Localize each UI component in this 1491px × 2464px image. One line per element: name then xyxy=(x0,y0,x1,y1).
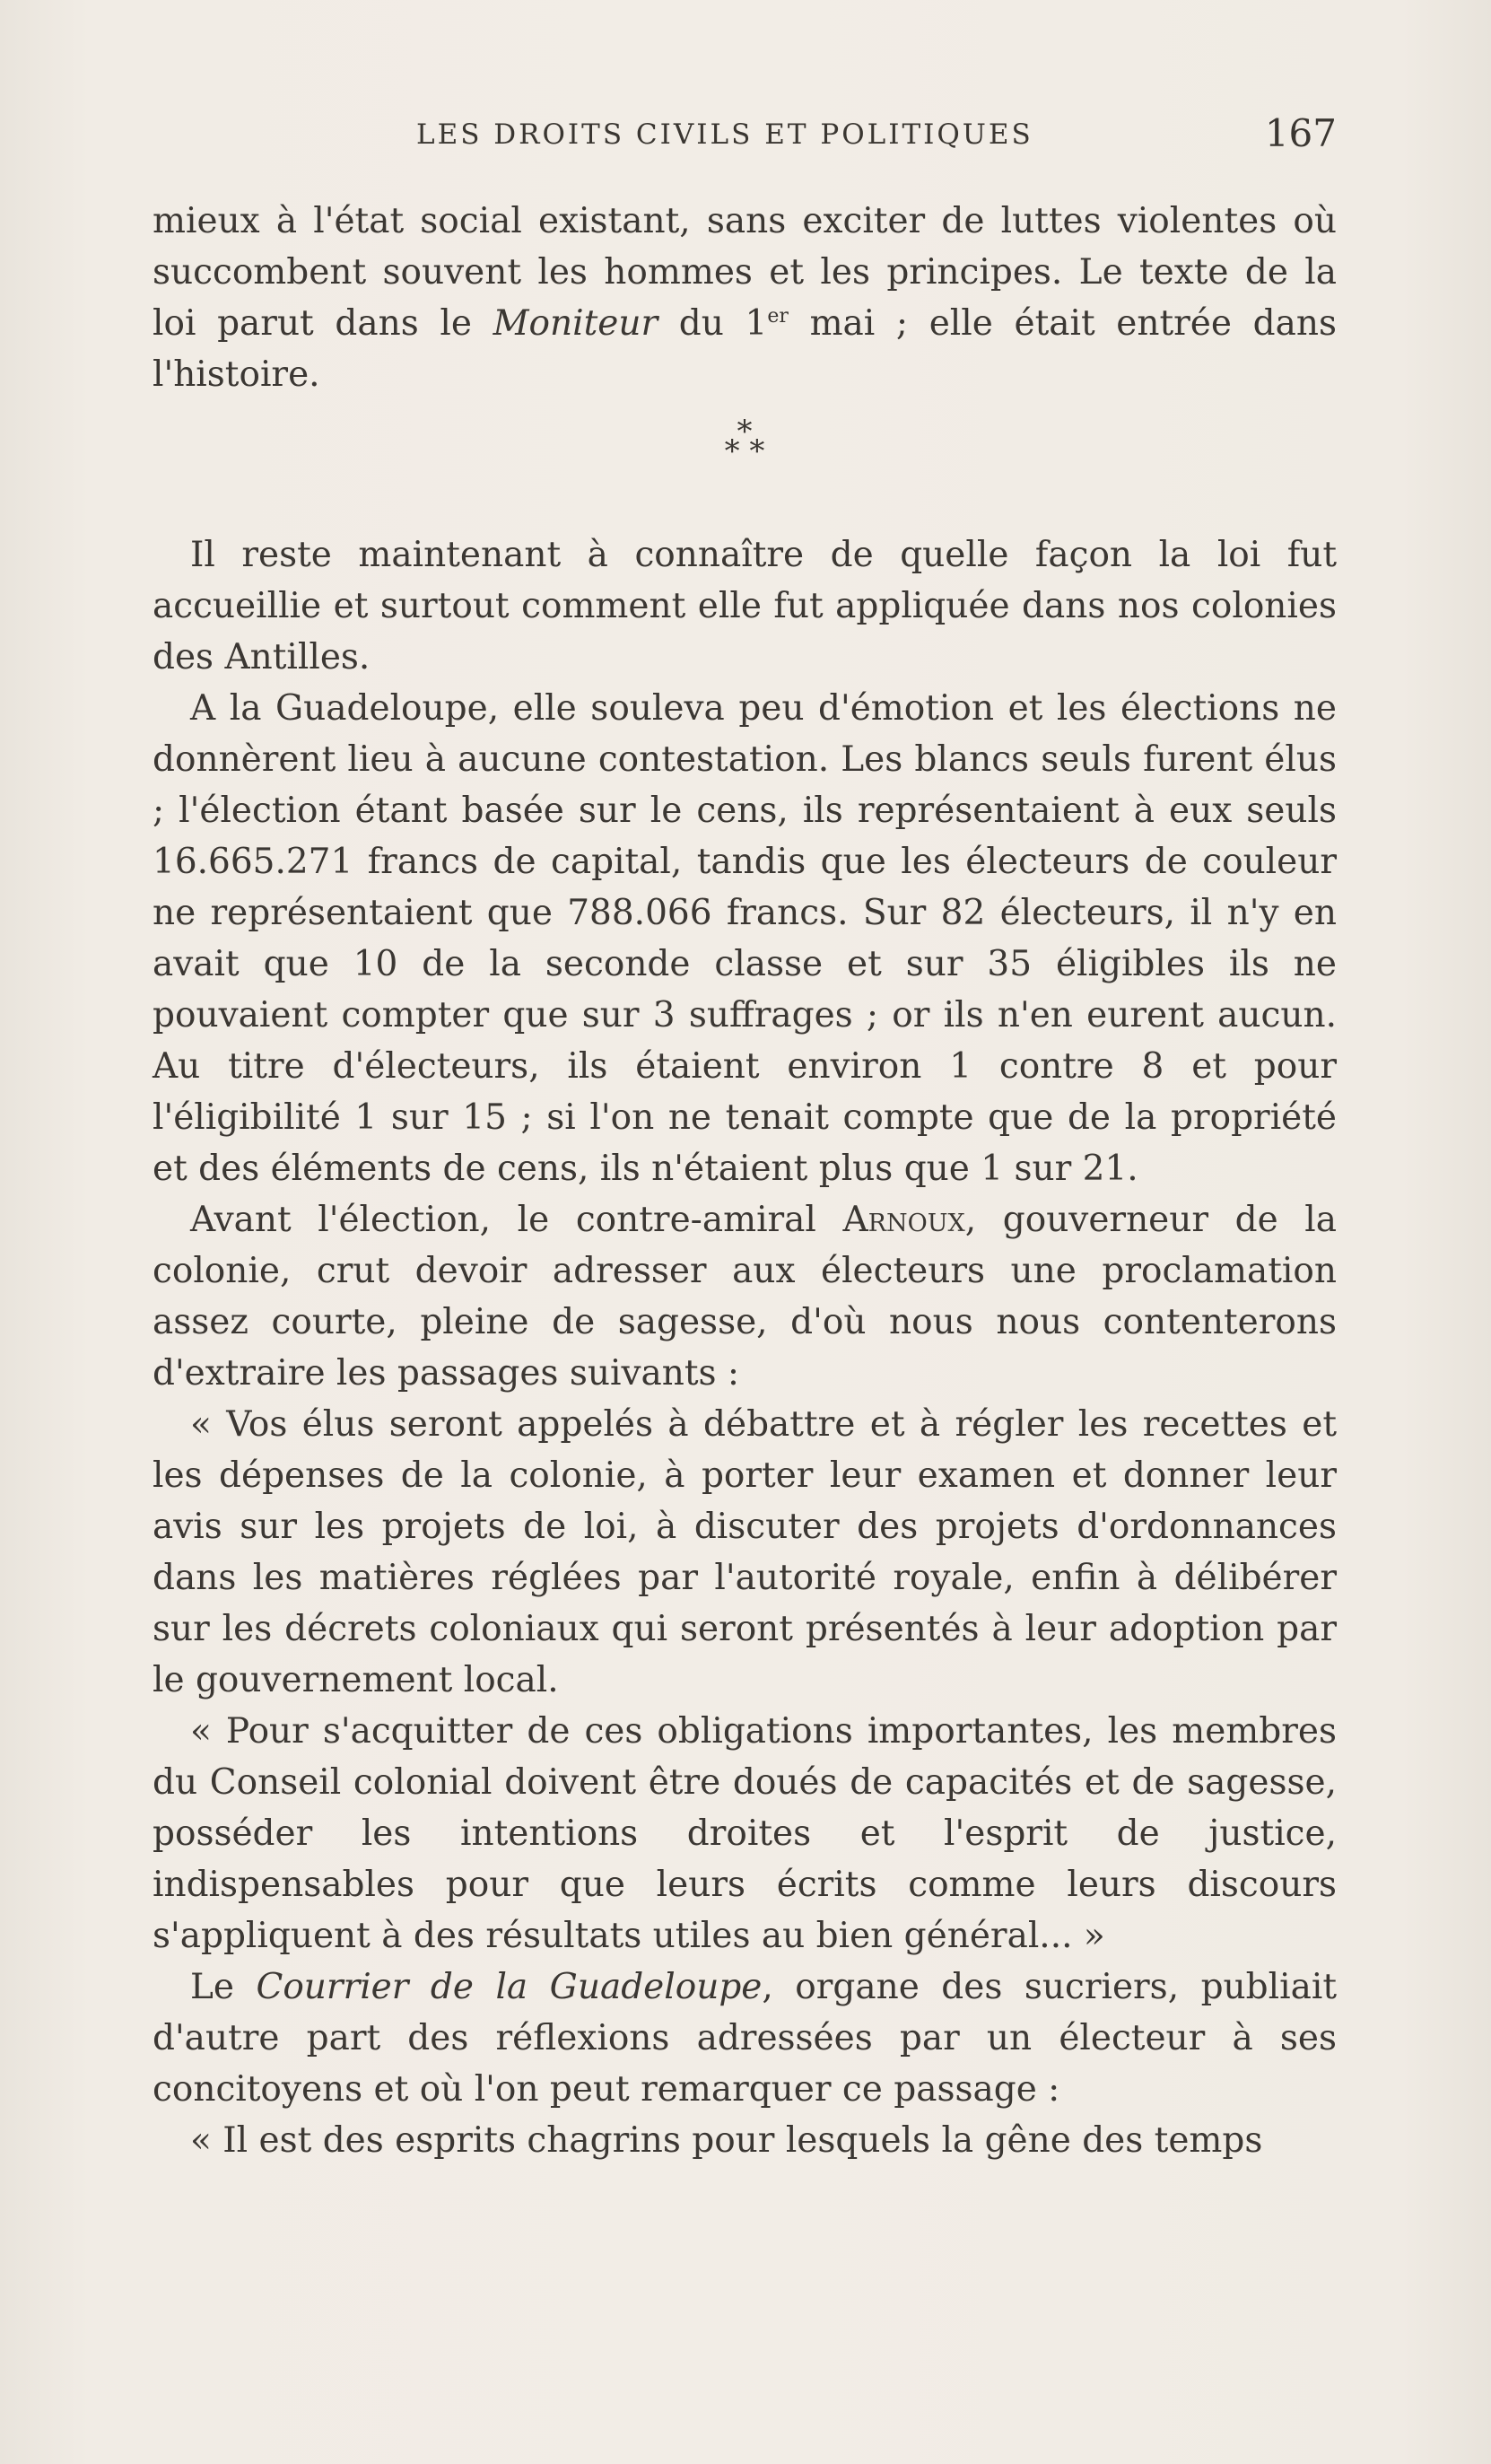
paragraph-3: A la Guadeloupe, elle souleva peu d'émotion et les élections ne donnèrent lieu à aucune contestation. Les blancs seuls furent élus ; l'élection étant basée sur le cens, ils représentaient à eux seuls 16.665.271 francs de capital, tandis que les électeurs de couleur ne représentaient que 788.066 francs. Sur 82 électeurs, il n'y en avait que 10 de la seconde classe et sur 35 éligibles ils ne pouvaient compter que sur 3 suffrages ; or ils n'en eurent aucun. Au titre d'électeurs, ils étaient environ 1 contre 8 et pour l'éligibilité 1 sur 15 ; si l'on ne tenait compte que de la propriété et des éléments de cens, ils n'étaient plus que 1 sur 21. xyxy=(153,688,1337,1189)
quote-paragraph-3: « Il est des esprits chagrins pour lesquels la gêne des temps xyxy=(190,2120,1263,2161)
paragraph-4: Avant l'élection, le contre-amiral Arnoux, gouverneur de la colonie, crut devoir adresser aux électeurs une proclamation assez courte, pleine de sagesse, d'où nous nous contenterons d'extraire les passages suivants : xyxy=(153,1200,1337,1394)
section-asterism: * * * xyxy=(724,414,765,469)
newspaper-title: Courrier de la Guadeloupe xyxy=(256,1967,763,2007)
quote-paragraph-2: « Pour s'acquitter de ces obligations importantes, les membres du Conseil colonial doivent être doués de capacités et de sagesse, posséder les intentions droites et l'esprit de justice, indispensables pour que leurs écrits comme leurs discours s'appliquent à des résultats utiles au bien général... » xyxy=(153,1711,1337,1956)
paragraph-7: Le Courrier de la Guadeloupe, organe des sucriers, publiait d'autre part des réflexions adressées par un électeur à ses concitoyens et où l'on peut remarquer ce passage : xyxy=(153,1967,1337,2110)
body-text xyxy=(153,196,1337,2166)
publication-title: Moniteur xyxy=(493,303,658,344)
paragraph-2: Il reste maintenant à connaître de quelle façon la loi fut accueillie et surtout comment elle fut appliquée dans nos colonies des Antilles. xyxy=(153,535,1337,677)
page-number: 167 xyxy=(1264,111,1337,155)
paragraph-1: mieux à l'état social existant, sans exciter de luttes violentes où succombent souvent les hommes et les principes. Le texte de la loi parut dans le Moniteur du 1er mai ; elle était entrée dans l'histoire. xyxy=(153,201,1337,395)
quote-paragraph-1: « Vos élus seront appelés à débattre et à régler les recettes et les dépenses de la colonie, à porter leur examen et donner leur avis sur les projets de loi, à discuter des projets d'ordonnances dans les matières réglées par l'autorité royale, enfin à délibérer sur les décrets coloniaux qui seront présentés à leur adoption par le gouvernement local. xyxy=(153,1404,1337,1700)
page-header xyxy=(151,106,1337,160)
running-title: LES DROITS CIVILS ET POLITIQUES xyxy=(416,118,1033,151)
person-name: Arnoux xyxy=(842,1200,965,1240)
